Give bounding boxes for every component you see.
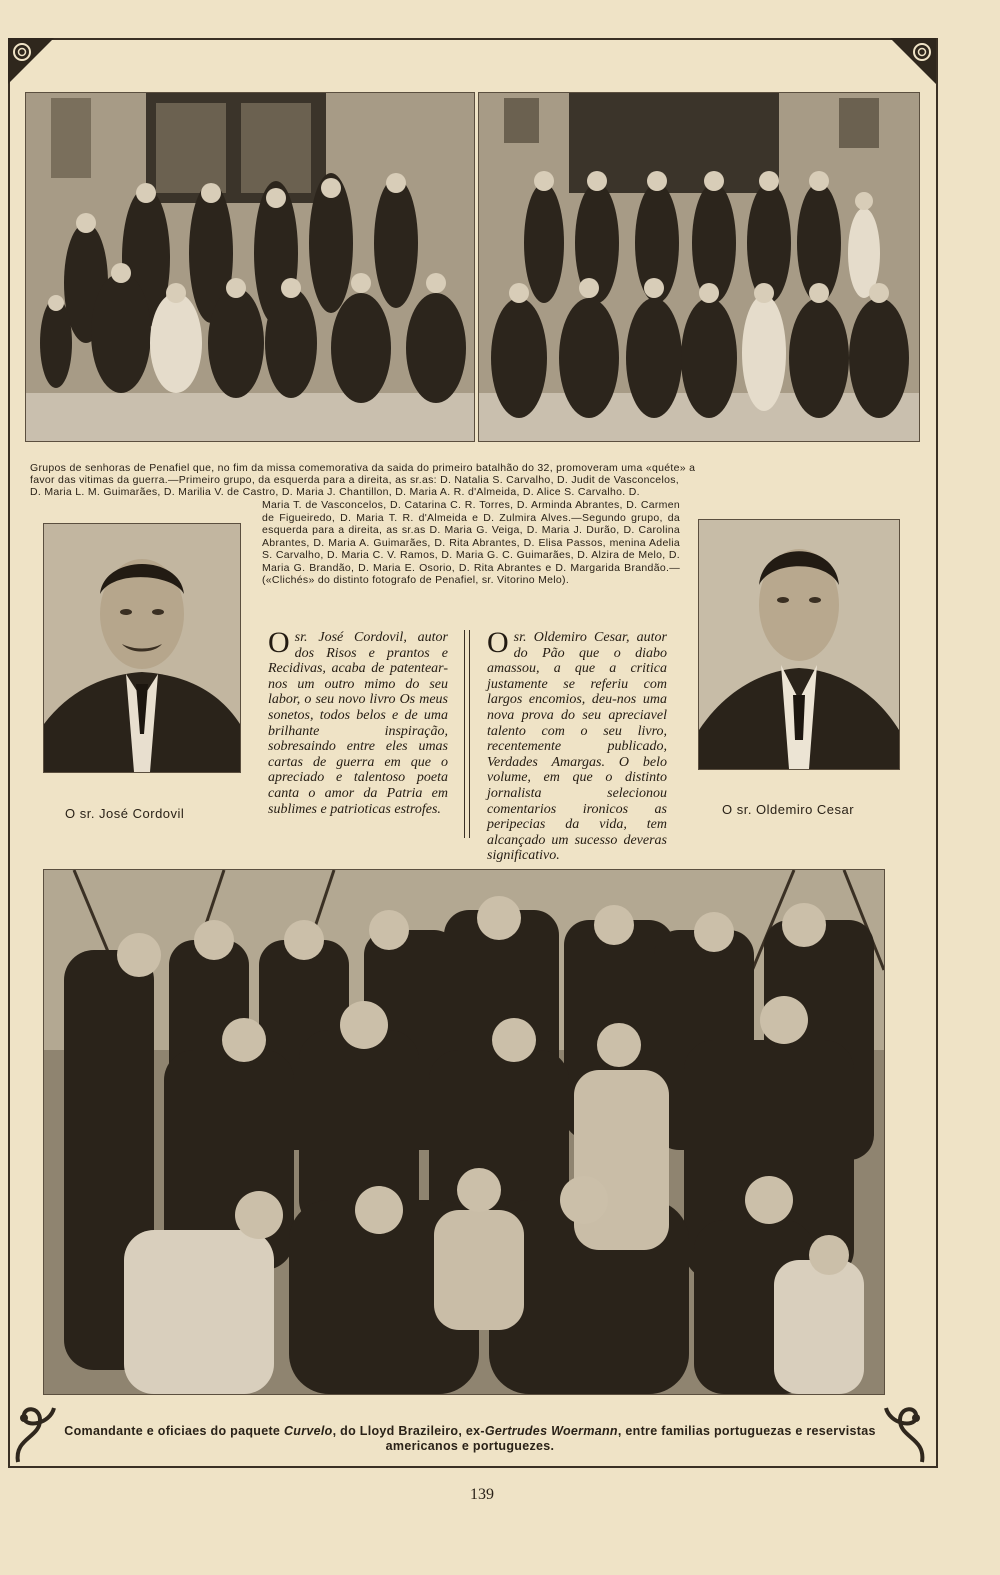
- dropcap-right: O: [487, 626, 509, 659]
- group-photo-first: [25, 92, 475, 442]
- portrait-jose-cordovil-image: [44, 524, 240, 772]
- ship-caption-text-3: , entre familias portuguezas e reservistas americanos e portuguezes.: [385, 1424, 876, 1453]
- article-oldemiro-cesar-text: sr. Oldemiro Cesar, autor do Pão que o diabo amassou, a que a critica justamente se referiu com largos encomios, deu-nos uma nova prova do seu apreciavel talento com o seu livro, recentemente publicado, Verdades Amargas. O belo volume, em que o distinto jornalista selecionou comentarios ironicos as peripecias da vida, tem alcançado um sucesso deveras significativo.: [487, 630, 667, 864]
- page-number: 139: [470, 1486, 494, 1503]
- ship-caption-former-name: Gertrudes Woermann: [484, 1424, 618, 1438]
- ship-officers-photo: [43, 869, 885, 1395]
- top-caption-continuation: Maria T. de Vasconcelos, D. Catarina C. R. Torres, D. Arminda Abrantes, D. Carmen de Figueiredo, D. Maria T. R. d'Almeida e D. Zulmira Alves.—Segundo grupo, da esquerda para a direita, as sr.as D. Maria G. Veiga, D. Maria J. Durão, D. Carolina Abrantes, D. Maria A. Guimarães, D. Rita Abrantes, D. Elisa Passos, menina Adelia S. Carvalho, D. Maria C. V. Ramos, D. Maria G. C. Guimarães, D. Alzira de Melo, D. Maria G. Brandão, D. Maria E. Osorio, D. Rita Abrantes e D. Margarida Brandão.—(«Clichés» do distinto fotografo de Penafiel, sr. Vitorino Melo).: [262, 499, 680, 586]
- top-caption-line-3: D. Maria L. M. Guimarães, D. Marilia V. de Castro, D. Maria J. Chantillon, D. Maria A. R. d'Almeida, D. Alice S. Carvalho. D.: [30, 486, 640, 498]
- ship-photo-caption: [60, 1424, 880, 1454]
- corner-ornament-bottom-right: [872, 1398, 930, 1468]
- corner-ornament-top-right: [890, 38, 936, 84]
- ship-caption-ship-name: Curvelo: [283, 1424, 333, 1438]
- top-caption-line-2: favor das vitimas da guerra.—Primeiro grupo, da esquerda para a direita, as sr.as: D. Natalia S. Carvalho, D. Judit de Vasconcelos,: [30, 474, 679, 486]
- article-oldemiro-cesar: [487, 626, 667, 864]
- portrait-oldemiro-cesar-image: [699, 520, 899, 769]
- top-caption-line-1: Grupos de senhoras de Penafiel que, no fim da missa comemorativa da saida do primeiro batalhão do 32, promoveram uma «quéte» a: [30, 462, 696, 474]
- portrait-jose-cordovil: [43, 523, 241, 773]
- corner-ornament-top-left: [8, 38, 54, 84]
- column-divider-right: [469, 630, 470, 838]
- ship-caption-text-2: , do Lloyd Brazileiro, ex-: [332, 1424, 485, 1438]
- dropcap-left: O: [268, 626, 290, 659]
- portrait-oldemiro-cesar: [698, 519, 900, 770]
- portrait-label-oldemiro-cesar: O sr. Oldemiro Cesar: [722, 802, 855, 817]
- group-photo-second: [478, 92, 920, 442]
- group-photo-second-image: [479, 93, 919, 441]
- portrait-label-jose-cordovil: O sr. José Cordovil: [65, 806, 185, 821]
- article-jose-cordovil: [268, 626, 448, 817]
- ship-officers-photo-image: [44, 870, 884, 1394]
- group-photo-first-image: [26, 93, 474, 441]
- column-divider-left: [464, 630, 465, 838]
- ship-caption-text-1: Comandante e oficiaes do paquete: [64, 1424, 284, 1438]
- corner-ornament-bottom-left: [10, 1398, 66, 1468]
- article-jose-cordovil-text: sr. José Cordovil, autor dos Risos e prantos e Recidivas, acaba de patentear-nos um outro mimo do seu labor, o seu novo livro Os meus sonetos, todos belos e de uma brilhante inspiração, sobresaindo entre eles umas cartas de guerra em que o apreciado e talentoso poeta canta o amor da Patria em sublimes e patrioticas estrofes.: [268, 630, 448, 817]
